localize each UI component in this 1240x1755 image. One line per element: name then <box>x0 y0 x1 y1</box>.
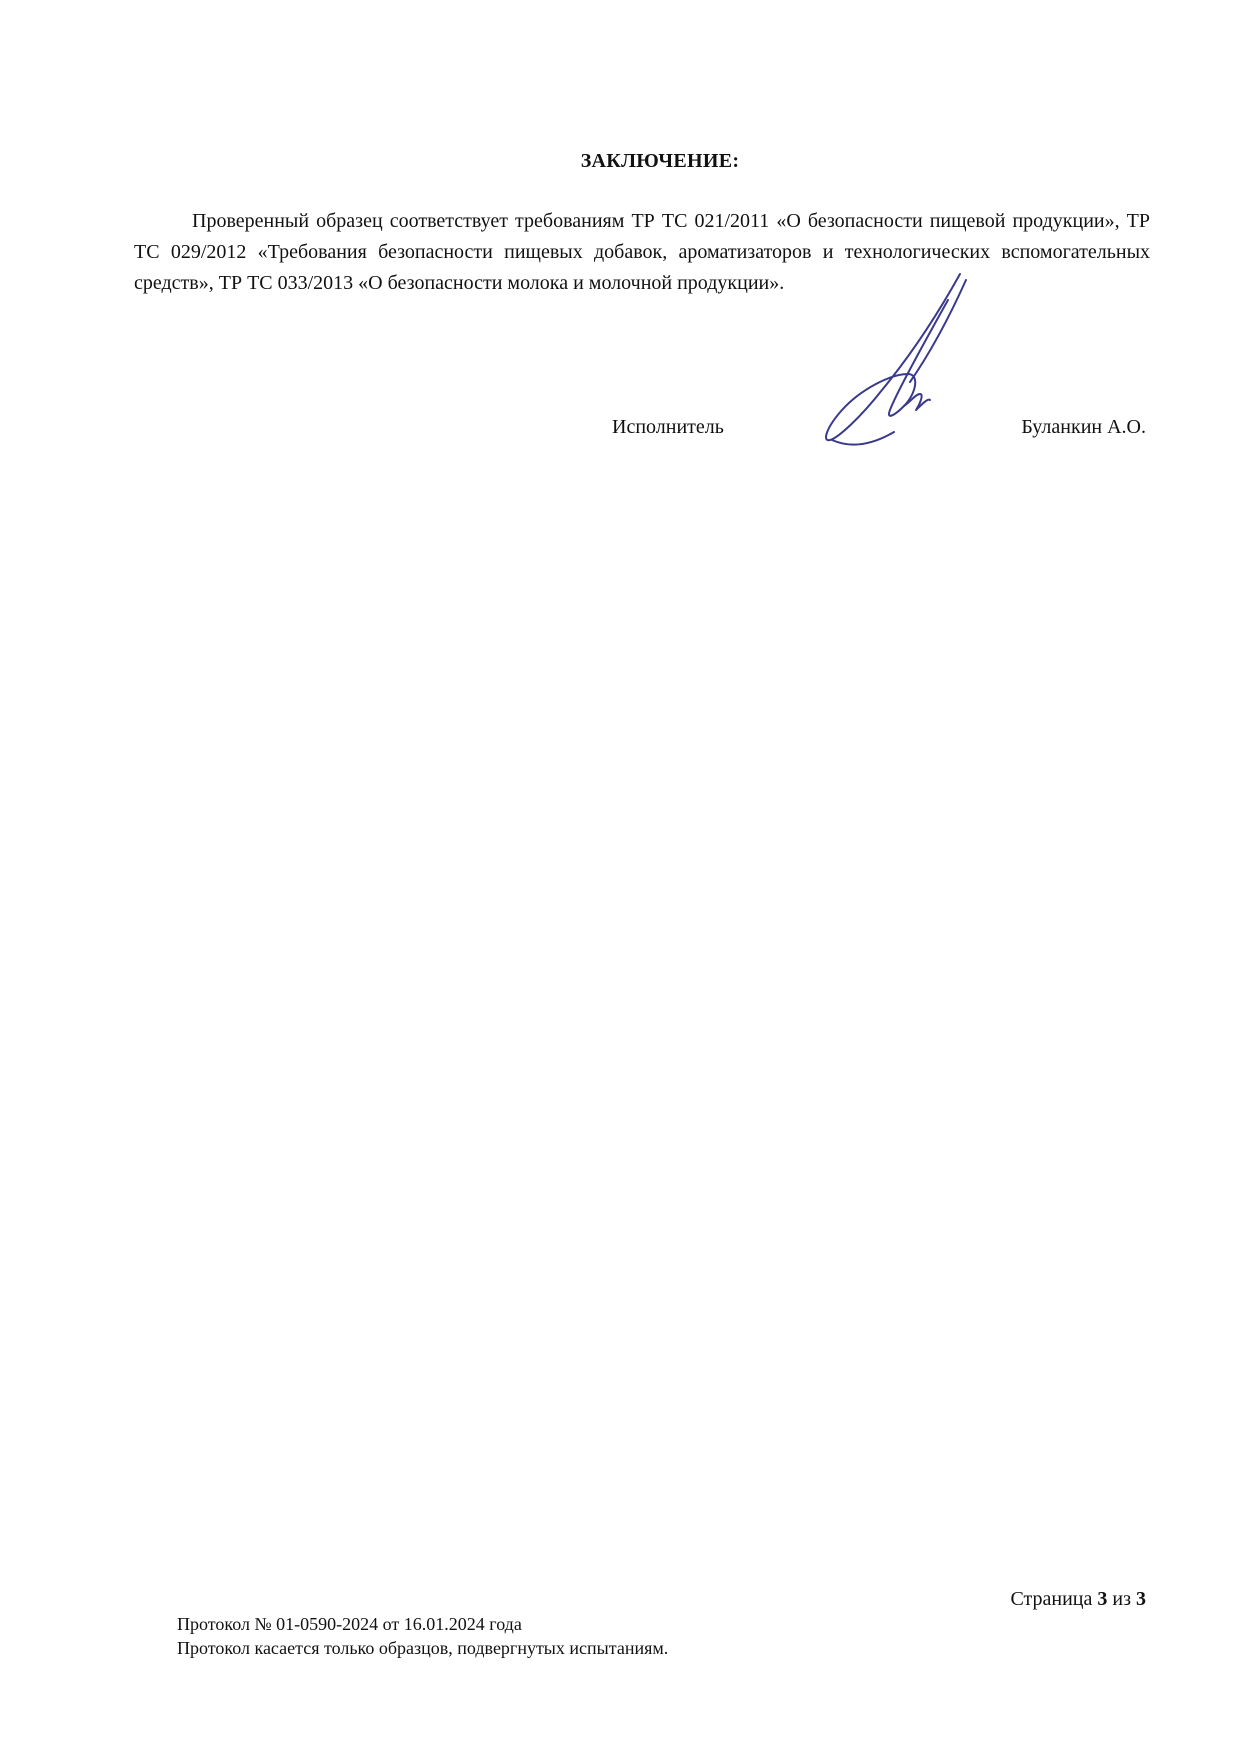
protocol-disclaimer: Протокол касается только образцов, подвергнутых испытаниям. <box>177 1638 669 1658</box>
performer-name: Буланкин А.О. <box>1021 416 1146 438</box>
page-counter <box>1010 1588 1146 1611</box>
performer-label: Исполнитель <box>612 416 724 438</box>
page-current: 3 <box>1097 1588 1108 1610</box>
handwritten-signature <box>820 270 980 450</box>
page-counter-separator: из <box>1112 1588 1131 1610</box>
footer <box>177 1612 668 1660</box>
conclusion-heading: ЗАКЛЮЧЕНИЕ: <box>580 150 740 172</box>
conclusion-paragraph <box>134 206 1150 299</box>
signature-row <box>0 416 1240 446</box>
protocol-line: Протокол № 01-0590-2024 от 16.01.2024 года <box>177 1614 522 1634</box>
conclusion-text: Проверенный образец соответствует требованиям ТР ТС 021/2011 «О безопасности пищевой продукции», ТР ТС 029/2012 «Требования безопасности пищевых добавок, ароматизаторов и технологических вспомогательных средств», ТР ТС 033/2013 «О безопасности молока и молочной продукции». <box>134 210 1150 294</box>
page-total: 3 <box>1136 1588 1146 1610</box>
page-counter-prefix: Страница <box>1010 1588 1093 1610</box>
